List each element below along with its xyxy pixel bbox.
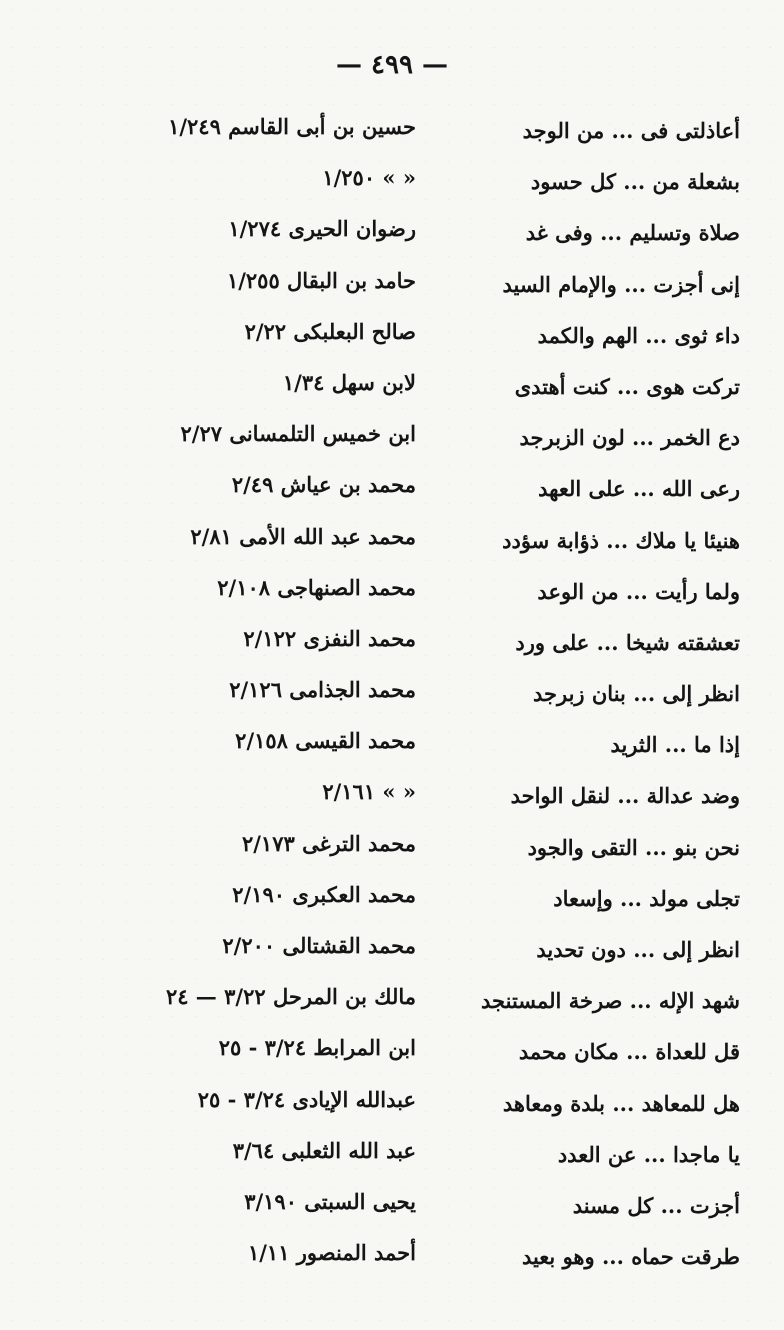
poem-first-line: هل للمعاهد ... بلدة ومعاهد bbox=[502, 1090, 740, 1116]
poet-reference: حسين بن أبى القاسم ١/٢٤٩ bbox=[168, 114, 416, 139]
poet-reference: محمد النفزى ٢/١٢٢ bbox=[243, 625, 416, 651]
poet-reference: ابن المرابط ٣/٢٤ - ٢٥ bbox=[218, 1035, 416, 1061]
index-entry bbox=[0, 1234, 784, 1285]
page-number: — ٤٩٩ — bbox=[335, 50, 449, 80]
poet-reference: عبدالله الإيادى ٣/٢٤ - ٢٥ bbox=[197, 1086, 416, 1112]
poet-reference: محمد العكبرى ٢/١٩٠ bbox=[232, 881, 416, 907]
poem-first-line: نحن بنو ... التقى والجود bbox=[527, 834, 740, 860]
poem-first-line: شهد الإله ... صرخة المستنجد bbox=[481, 988, 740, 1014]
index-entry bbox=[0, 313, 784, 364]
poem-first-line: داء ثوى ... الهم والكمد bbox=[537, 322, 740, 348]
index-entry bbox=[0, 620, 784, 671]
index-entry bbox=[0, 773, 784, 824]
poet-reference: « » ٢/١٦١ bbox=[322, 779, 416, 805]
index-list bbox=[0, 108, 784, 1285]
index-entry bbox=[0, 1183, 784, 1234]
poet-reference: صالح البعلبكى ٢/٢٢ bbox=[244, 318, 416, 344]
poem-first-line: رعى الله ... على العهد bbox=[538, 476, 740, 502]
poem-first-line: وضد عدالة ... لنقل الواحد bbox=[510, 783, 740, 809]
index-entry bbox=[0, 108, 784, 159]
poem-first-line: انظر إلى ... بنان زبرجد bbox=[533, 681, 740, 707]
poem-first-line: ولما رأيت ... من الوعد bbox=[537, 578, 740, 604]
index-entry bbox=[0, 1029, 784, 1080]
index-entry bbox=[0, 1132, 784, 1183]
poem-first-line: أعاذلتى فى ... من الوجد bbox=[522, 118, 740, 143]
poet-reference: حامد بن البقال ١/٢٥٥ bbox=[226, 267, 416, 293]
poem-first-line: دع الخمر ... لون الزبرجد bbox=[519, 425, 740, 451]
poet-reference: عبد الله الثعلبى ٣/٦٤ bbox=[232, 1137, 416, 1163]
poem-first-line: انظر إلى ... دون تحديد bbox=[536, 937, 740, 962]
index-entry bbox=[0, 825, 784, 876]
poem-first-line: طرقت حماه ... وهو بعيد bbox=[521, 1244, 740, 1270]
index-entry bbox=[0, 569, 784, 620]
poet-reference: يحيى السبتى ٣/١٩٠ bbox=[244, 1188, 416, 1214]
poem-first-line: تعشقته شيخا ... على ورد bbox=[515, 629, 740, 655]
index-entry bbox=[0, 722, 784, 773]
poet-reference: محمد الجذامى ٢/١٢٦ bbox=[229, 677, 416, 703]
index-entry bbox=[0, 518, 784, 569]
index-entry bbox=[0, 262, 784, 313]
poet-reference: مالك بن المرحل ٣/٢٢ — ٢٤ bbox=[165, 984, 416, 1010]
index-entry bbox=[0, 415, 784, 466]
poet-reference: محمد الترغى ٢/١٧٣ bbox=[241, 830, 416, 856]
poem-first-line: هنيئا يا ملاك ... ذؤابة سؤدد bbox=[502, 527, 740, 553]
poem-first-line: أجزت ... كل مسند bbox=[572, 1192, 740, 1218]
poem-first-line: تجلى مولد ... وإسعاد bbox=[553, 885, 740, 911]
poet-reference: ابن خميس التلمسانى ٢/٢٧ bbox=[180, 421, 416, 447]
index-entry bbox=[0, 1081, 784, 1132]
poem-first-line: صلاة وتسليم ... وفى غد bbox=[525, 220, 740, 246]
poem-first-line: تركت هوى ... كنت أهتدى bbox=[514, 373, 740, 399]
index-entry bbox=[0, 210, 784, 261]
index-entry bbox=[0, 159, 784, 210]
poet-reference: محمد بن عياش ٢/٤٩ bbox=[231, 472, 416, 498]
index-entry bbox=[0, 876, 784, 927]
index-entry bbox=[0, 364, 784, 415]
poem-first-line: يا ماجدا ... عن العدد bbox=[557, 1141, 740, 1167]
poet-reference: لابن سهل ١/٣٤ bbox=[282, 369, 416, 395]
index-entry bbox=[0, 671, 784, 722]
poem-first-line: إنى أجزت ... والإمام السيد bbox=[502, 271, 740, 297]
poet-reference: « » ١/٢٥٠ bbox=[322, 165, 416, 191]
poem-first-line: قل للعداة ... مكان محمد bbox=[518, 1039, 740, 1065]
index-entry bbox=[0, 927, 784, 978]
index-entry bbox=[0, 978, 784, 1029]
poet-reference: رضوان الحيرى ١/٢٧٤ bbox=[228, 216, 416, 242]
poet-reference: محمد القيسى ٢/١٥٨ bbox=[235, 728, 416, 754]
poet-reference: محمد الصنهاجى ٢/١٠٨ bbox=[217, 574, 416, 600]
index-entry bbox=[0, 466, 784, 517]
poet-reference: محمد القشتالى ٢/٢٠٠ bbox=[222, 933, 416, 958]
poet-reference: أحمد المنصور ١/١١ bbox=[247, 1240, 416, 1266]
poet-reference: محمد عبد الله الأمى ٢/٨١ bbox=[190, 523, 416, 549]
poem-first-line: بشعلة من ... كل حسود bbox=[530, 169, 740, 195]
poem-first-line: إذا ما ... الثريد bbox=[610, 732, 740, 758]
